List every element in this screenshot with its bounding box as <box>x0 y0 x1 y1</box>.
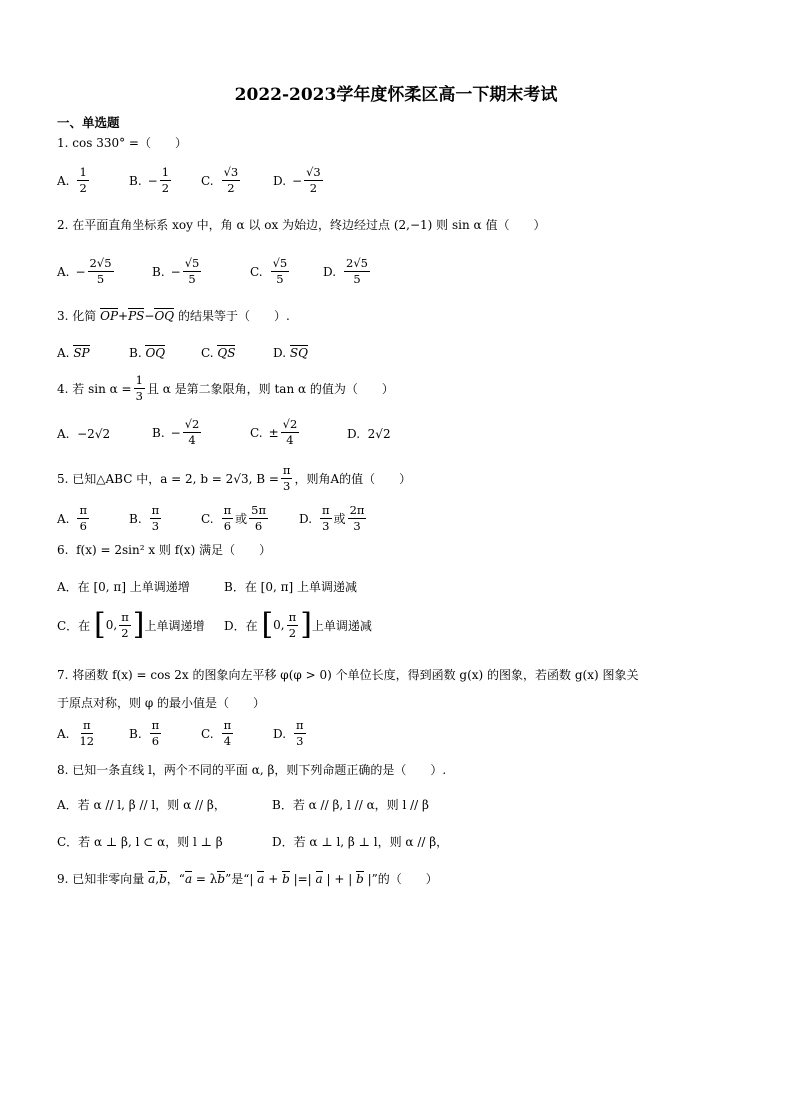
q2-option-d: D. $\frac{2√5}{5}$ <box>323 256 368 286</box>
question-2: 2. 在平面直角坐标系 xoy 中，角 α 以 ox 为始边，终边经过点 (2,−1) 则 sin α 值（ ） <box>57 218 546 232</box>
q3-option-b: B. OQ <box>129 346 166 360</box>
page-title: 2022-2023学年度怀柔区高一下期末考试 <box>234 85 558 105</box>
q6-option-a: A．在 [0, π] 上单调递增 <box>57 580 190 594</box>
q5-option-a: A. $\frac{\pi}{6}$ <box>57 503 88 533</box>
q5-option-d: D. $\frac{\pi}{3}$ 或 $\frac{2\pi}{3}$ <box>299 503 365 533</box>
q4-option-c: C. ± $\frac{√2}{4}$ <box>250 417 298 447</box>
q8-option-d: D．若 α ⊥ l, β ⊥ l，则 α // β， <box>272 835 449 849</box>
q3-option-c: C. QS <box>201 346 236 360</box>
q2-option-c: C. $\frac{√5}{5}$ <box>250 256 288 286</box>
q5-option-c: C. $\frac{\pi}{6}$ 或 $\frac{5\pi}{6}$ <box>201 503 267 533</box>
question-6: 6. f(x) = 2sin² x 则 f(x) 满足（ ） <box>57 543 272 557</box>
question-7-line-2: 于原点对称，则 φ 的最小值是（ ） <box>57 696 266 710</box>
q8-option-b: B．若 α // β, l // α，则 l // β <box>272 798 429 812</box>
q8-option-c: C．若 α ⊥ β, l ⊂ α，则 l ⊥ β <box>57 835 223 849</box>
question-8: 8. 已知一条直线 l，两个不同的平面 α, β，则下列命题正确的是（ ）. <box>57 763 447 777</box>
q5-option-b: B. $\frac{\pi}{3}$ <box>129 503 160 533</box>
q8-option-a: A．若 α // l, β // l，则 α // β， <box>57 798 226 812</box>
q1-option-b: B. − $\frac{1}{2}$ <box>129 165 170 195</box>
question-4: 4. 若 sin α = $\frac{1}{3}$ 且 α 是第二象限角，则 tan α 的值为（ ） <box>57 373 394 403</box>
question-7: 7. 将函数 f(x) = cos 2x 的图象向左平移 φ(φ > 0) 个单位长度，得到函数 g(x) 的图象，若函数 g(x) 图象关 <box>57 668 639 682</box>
q7-option-b: B. $\frac{\pi}{6}$ <box>129 718 160 748</box>
question-1: 1. cos 330° =（ ） <box>57 136 187 150</box>
q4-option-d: D. 2√2 <box>347 427 391 441</box>
question-9: 9. 已知非零向量 a,b，“a = λb”是“| a + b |=| a | + | b |”的（ ） <box>57 872 438 886</box>
q7-option-d: D. $\frac{\pi}{3}$ <box>273 718 304 748</box>
q3-option-a: A. SP <box>57 346 90 360</box>
q4-option-b: B. − $\frac{√2}{4}$ <box>152 417 200 447</box>
q6-option-d: D．在 [ 0, $\frac{\pi}{2}$ ] 上单调递减 <box>224 607 372 642</box>
q3-option-d: D. SQ <box>273 346 308 360</box>
question-3: 3. 化简 OP+PS−OQ 的结果等于（ ）. <box>57 309 290 323</box>
q7-option-c: C. $\frac{\pi}{4}$ <box>201 718 232 748</box>
q2-option-b: B. − $\frac{√5}{5}$ <box>152 256 200 286</box>
q1-option-a: A. $\frac{1}{2}$ <box>57 165 87 195</box>
q2-option-a: A. − $\frac{2√5}{5}$ <box>57 256 112 286</box>
q4-option-a: A. −2√2 <box>57 427 111 441</box>
q6-option-c: C．在 [ 0, $\frac{\pi}{2}$ ] 上单调递增 <box>57 607 205 642</box>
q6-option-b: B．在 [0, π] 上单调递减 <box>224 580 357 594</box>
section-heading: 一、单选题 <box>57 115 120 130</box>
q1-option-c: C. $\frac{√3}{2}$ <box>201 165 239 195</box>
q1-option-d: D. − $\frac{√3}{2}$ <box>273 165 321 195</box>
question-5: 5. 已知△ABC 中，a = 2, b = 2√3, B = $\frac{\pi}{3}$ ，则角A的值（ ） <box>57 463 412 493</box>
q7-option-a: A. $\frac{\pi}{12}$ <box>57 718 95 748</box>
